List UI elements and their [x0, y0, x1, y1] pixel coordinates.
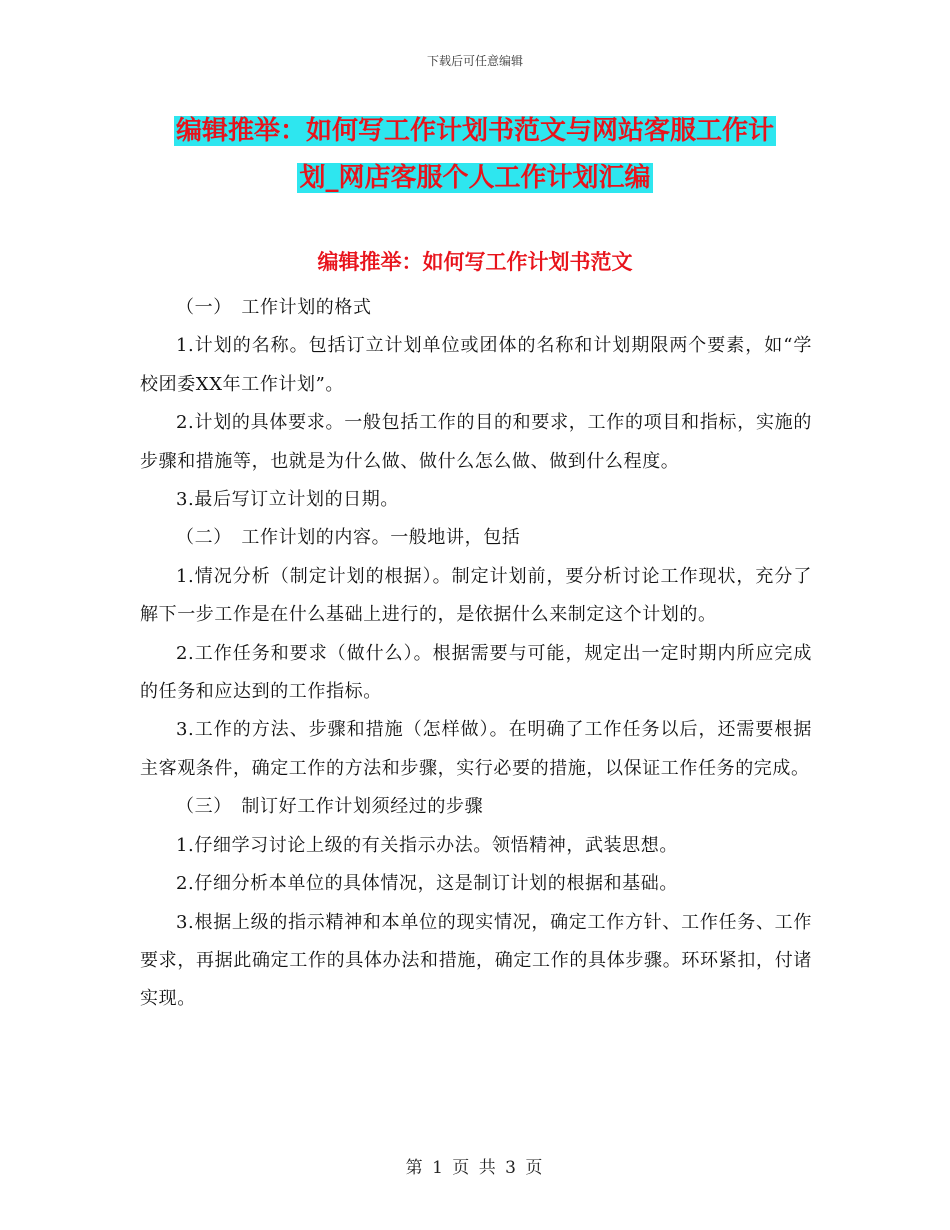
paragraph: 2.计划的具体要求。一般包括工作的目的和要求，工作的项目和指标，实施的步骤和措施等，也就是为什么做、做什么怎么做、做到什么程度。: [140, 412, 812, 472]
body-text: [140, 289, 812, 1019]
page-footer: 第 1 页 共 3 页: [405, 1158, 545, 1178]
paragraph: 2.仔细分析本单位的具体情况，这是制订计划的根据和基础。: [176, 873, 678, 895]
header-note: 下载后可任意编辑: [426, 54, 523, 68]
paragraph: 3.工作的方法、步骤和措施（怎样做）。在明确了工作任务以后，还需要根据主客观条件，确定工作的方法和步骤，实行必要的措施，以保证工作任务的完成。: [140, 719, 812, 779]
section-heading-3: （三） 制订好工作计划须经过的步骤: [176, 796, 484, 818]
section-heading-2: （二） 工作计划的内容。一般地讲，包括: [176, 527, 521, 549]
main-title-line2: 划_网店客服个人工作计划汇编: [299, 163, 651, 193]
section-heading-1: （一） 工作计划的格式: [176, 297, 372, 318]
main-title-line1: 编辑推举：如何写工作计划书范文与网站客服工作计: [175, 116, 774, 146]
paragraph: 1.计划的名称。包括订立计划单位或团体的名称和计划期限两个要素，如“学校团委XX年工作计划”。: [140, 335, 812, 395]
main-title: [150, 108, 800, 202]
paragraph: 1.仔细学习讨论上级的有关指示办法。领悟精神，武装思想。: [176, 834, 678, 856]
paragraph: 3.根据上级的指示精神和本单位的现实情况，确定工作方针、工作任务、工作要求，再据此确定工作的具体办法和措施，确定工作的具体步骤。环环紧扣，付诸实现。: [140, 911, 812, 1010]
sub-title: 编辑推举：如何写工作计划书范文: [317, 250, 633, 274]
paragraph: 1.情况分析（制定计划的根据）。制定计划前，要分析讨论工作现状，充分了解下一步工作是在什么基础上进行的，是依据什么来制定这个计划的。: [140, 565, 812, 626]
paragraph: 3.最后写订立计划的日期。: [176, 489, 399, 511]
paragraph: 2.工作任务和要求（做什么）。根据需要与可能，规定出一定时期内所应完成的任务和应达到的工作指标。: [140, 642, 812, 703]
